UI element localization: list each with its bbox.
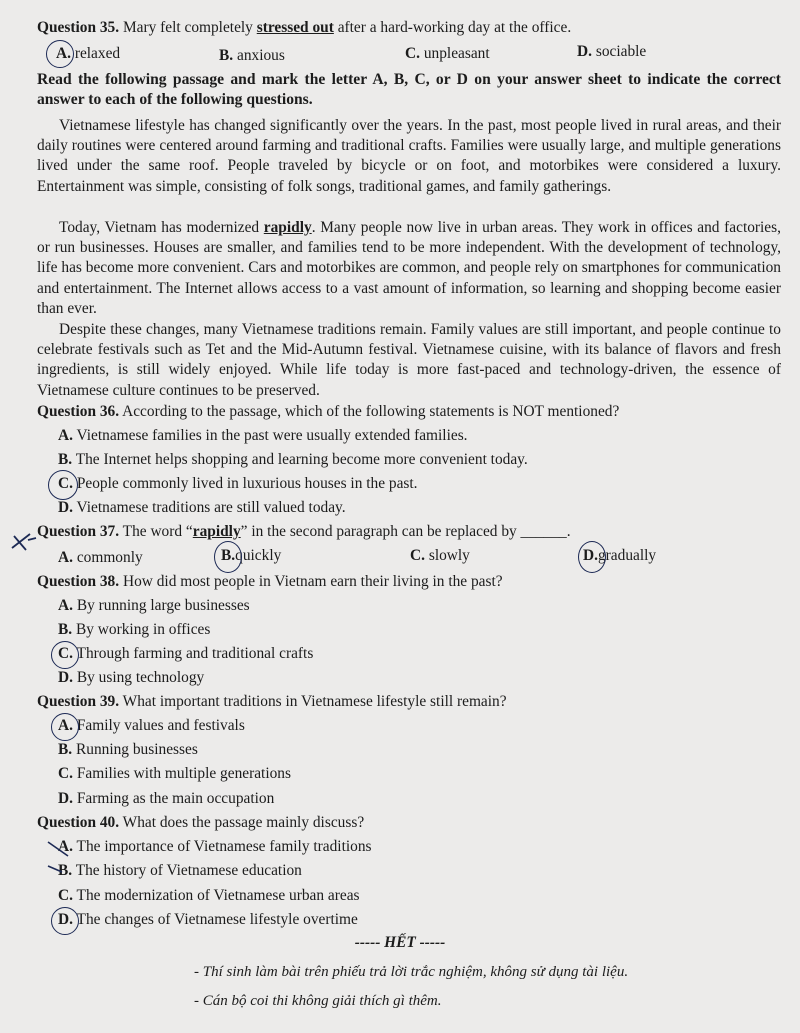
q40-option-b[interactable] [58, 861, 302, 881]
q40-option-c[interactable] [58, 886, 360, 906]
q35-stem-after: after a hard-working day at the office. [337, 19, 572, 36]
option-text: The changes of Vietnamese lifestyle overtime [76, 911, 358, 928]
option-text: Families with multiple generations [76, 765, 291, 782]
option-text: slowly [428, 547, 470, 564]
option-text: commonly [76, 549, 143, 566]
q35-option-c[interactable] [405, 44, 490, 64]
q36-option-d[interactable] [58, 498, 346, 518]
option-text: By running large businesses [76, 597, 250, 614]
q36-option-a[interactable] [58, 426, 468, 446]
q40-option-a[interactable] [58, 837, 372, 857]
option-text: By working in offices [75, 621, 211, 638]
q39-option-d[interactable] [58, 789, 274, 809]
option-text: People commonly lived in luxurious houses in the past. [76, 475, 418, 492]
q39-label: Question 39. [37, 693, 120, 710]
passage-paragraph-3: Despite these changes, many Vietnamese traditions remain. Family values are still important, and people continue to celebrate festivals such as Tet and the Mid-Autumn festival. Vietnamese cuisine, with its balance of flavors and fresh ingredients, is still widely enjoyed. While life today is more fast-paced and technology-driven, the essence of Vietnamese culture continues to be preserved. [37, 321, 781, 399]
option-letter: B. [221, 547, 236, 564]
q40-stem [37, 813, 364, 833]
option-letter: C. [58, 645, 73, 662]
q37-stem-before: The word “ [122, 523, 193, 540]
option-text: The importance of Vietnamese family traditions [76, 838, 372, 855]
q35-label: Question 35. [37, 19, 120, 36]
q38-stem [37, 572, 503, 592]
q40-stem-text: What does the passage mainly discuss? [122, 814, 365, 831]
q35-key-phrase: stressed out [256, 19, 334, 36]
option-text: The modernization of Vietnamese urban areas [76, 887, 360, 904]
option-letter: D. [58, 669, 73, 686]
q35-stem [37, 18, 571, 38]
strike-mark-icon [44, 838, 84, 878]
q37-option-a[interactable] [58, 548, 143, 568]
option-text: gradually [597, 547, 657, 564]
q36-option-b[interactable] [58, 450, 528, 470]
option-letter: C. [58, 475, 73, 492]
q36-stem-text: According to the passage, which of the following statements is NOT mentioned? [122, 403, 620, 420]
q37-option-b[interactable] [221, 546, 281, 566]
p2-before: Today, Vietnam has modernized [59, 219, 260, 236]
footer-note-1: - Thí sinh làm bài trên phiếu trả lời trắc nghiệm, không sử dụng tài liệu. [194, 964, 629, 980]
q36-option-c[interactable] [58, 474, 418, 494]
option-letter: B. [58, 451, 73, 468]
q35-option-b[interactable] [219, 46, 285, 66]
option-letter: A. [58, 838, 73, 855]
option-text: Through farming and traditional crafts [76, 645, 314, 662]
option-text: unpleasant [423, 45, 490, 62]
footer-note-2: - Cán bộ coi thi không giải thích gì thêm. [194, 993, 442, 1009]
q39-option-a[interactable] [58, 716, 245, 736]
option-letter: A. [58, 427, 73, 444]
option-text: relaxed [74, 45, 121, 62]
option-letter: A. [58, 717, 73, 734]
q35-stem-before: Mary felt completely [122, 19, 253, 36]
option-letter: B. [58, 621, 73, 638]
option-letter: D. [58, 499, 73, 516]
q39-stem [37, 692, 507, 712]
option-letter: D. [58, 790, 73, 807]
option-text: quickly [235, 547, 282, 564]
option-text: Farming as the main occupation [76, 790, 275, 807]
option-letter: A. [58, 549, 73, 566]
option-letter: D. [583, 547, 598, 564]
q35-option-a[interactable] [56, 44, 120, 64]
option-letter: A. [56, 45, 71, 62]
q39-option-b[interactable] [58, 740, 198, 760]
option-text: Vietnamese traditions are still valued today. [76, 499, 346, 516]
q38-stem-text: How did most people in Vietnam earn their living in the past? [122, 573, 503, 590]
option-text: Running businesses [75, 741, 198, 758]
passage-paragraph-2 [37, 218, 781, 319]
q38-option-d[interactable] [58, 668, 204, 688]
q39-stem-text: What important traditions in Vietnamese lifestyle still remain? [122, 693, 507, 710]
q38-option-b[interactable] [58, 620, 210, 640]
option-text: sociable [595, 43, 647, 60]
q35-option-d[interactable] [577, 42, 646, 62]
q36-label: Question 36. [37, 403, 120, 420]
cross-mark-icon [8, 528, 38, 554]
option-text: Family values and festivals [76, 717, 245, 734]
option-letter: C. [405, 45, 420, 62]
option-letter: B. [219, 47, 234, 64]
instruction: Read the following passage and mark the letter A, B, C, or D on your answer sheet to indicate the correct answer to each of the following questions. [37, 71, 781, 108]
option-letter: C. [58, 887, 73, 904]
p2-after: . Many people now live in urban areas. They work in offices and factories, or run businesses. Houses are smaller, and families tend to be more independent. With the development of technology, life has become more convenient. Cars and motorbikes are common, and people rely on smartphones for communication and entertainment. The Internet allows access to a vast amount of information, so learning and shopping become easier than ever. [37, 219, 781, 317]
end-marker: ----- HẾT ----- [354, 934, 446, 951]
option-text: The Internet helps shopping and learning become more convenient today. [75, 451, 528, 468]
q37-option-c[interactable] [410, 546, 470, 566]
option-letter: B. [58, 862, 73, 879]
q40-label: Question 40. [37, 814, 120, 831]
q38-option-a[interactable] [58, 596, 250, 616]
option-letter: C. [410, 547, 425, 564]
q37-key-word: rapidly [192, 523, 241, 540]
q39-option-c[interactable] [58, 764, 291, 784]
option-text: Vietnamese families in the past were usually extended families. [76, 427, 468, 444]
option-letter: D. [58, 911, 73, 928]
option-text: anxious [236, 47, 285, 64]
q37-stem-after: ” in the second paragraph can be replaced by ______. [240, 523, 571, 540]
q36-stem [37, 402, 619, 422]
option-letter: D. [577, 43, 592, 60]
option-letter: B. [58, 741, 73, 758]
q37-stem [37, 522, 571, 542]
q38-label: Question 38. [37, 573, 120, 590]
option-letter: A. [58, 597, 73, 614]
option-text: The history of Vietnamese education [75, 862, 302, 879]
p2-key-word: rapidly [263, 219, 312, 236]
q40-option-d[interactable] [58, 910, 358, 930]
passage-paragraph-1: Vietnamese lifestyle has changed significantly over the years. In the past, most people lived in rural areas, and their daily routines were centered around farming and traditional crafts. Families were usually large, and multiple generations lived under the same roof. People traveled by bicycle or on foot, and motorbikes were considered a luxury. Entertainment was simple, consisting of folk songs, traditional games, and family gatherings. [37, 117, 781, 195]
option-text: By using technology [76, 669, 205, 686]
q37-label: Question 37. [37, 523, 120, 540]
option-letter: C. [58, 765, 73, 782]
q38-option-c[interactable] [58, 644, 313, 664]
q37-option-d[interactable] [583, 546, 656, 566]
